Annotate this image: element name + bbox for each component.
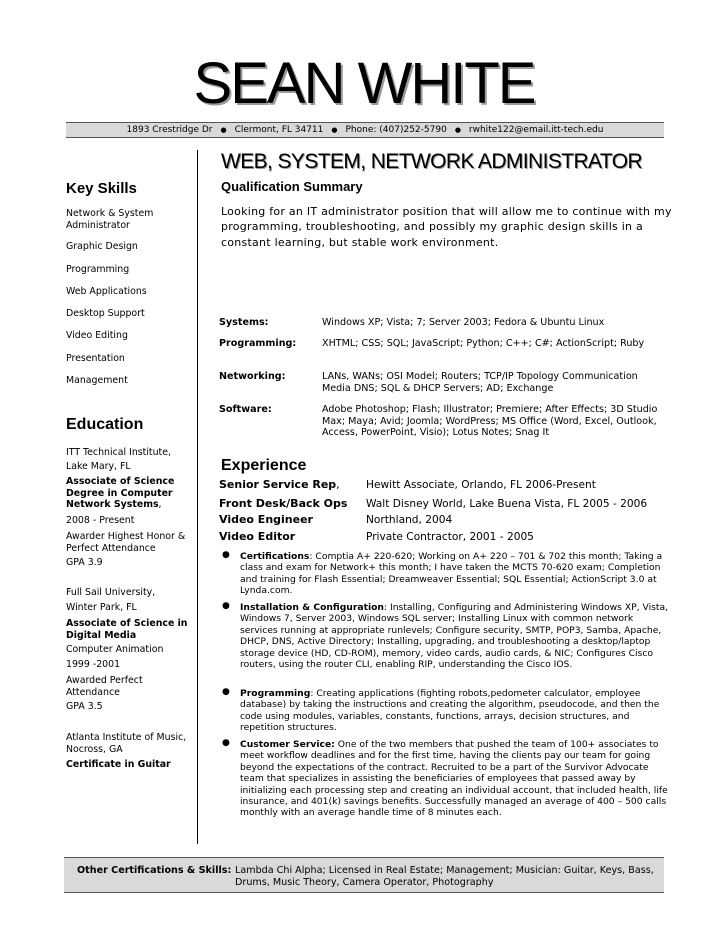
tech-label: Systems:	[219, 317, 269, 328]
exp-role: Video Engineer	[219, 513, 313, 526]
tech-label: Software:	[219, 404, 272, 415]
bullet-separator: ●	[454, 126, 461, 134]
bullet-separator: ●	[331, 126, 338, 134]
edu-school: ITT Technical Institute,	[66, 447, 171, 458]
column-divider	[197, 150, 198, 844]
skill-item: Management	[66, 375, 128, 386]
edu-certificate: Certificate in Guitar	[66, 759, 171, 770]
edu-honor: Awarded Perfect Attendance	[66, 675, 143, 698]
bullet-sep: :	[310, 688, 317, 699]
tech-value: Adobe Photoshop; Flash; Illustrator; Premiere; After Effects; 3D Studio Max; Maya; Avid; Joomla; WordPress; MS Office (Word, Excel, Outlook, Access, PowerPoint, Visio); Lotus Notes; Snag It	[322, 404, 658, 439]
bullet-installation	[240, 602, 672, 670]
edu-dates: 2008 - Present	[66, 515, 135, 526]
footer-bar	[64, 857, 664, 893]
edu-gpa: GPA 3.9	[66, 557, 103, 568]
bullet-dot: ●	[222, 550, 230, 560]
edu-school: Atlanta Institute of Music, Nocross, GA	[66, 732, 187, 755]
footer-text: Lambda Chi Alpha; Licensed in Real Estate; Management; Musician: Guitar, Keys, Bass, Drums, Music Theory, Camera Operator, Photography	[235, 865, 654, 888]
bullet-dot: ●	[222, 687, 230, 697]
education-heading: Education	[66, 416, 144, 433]
tech-value: LANs, WANs; OSI Model; Routers; TCP/IP Topology Communication Media DNS; SQL & DHCP Servers; AD; Exchange	[322, 371, 638, 394]
tech-label: Programming:	[219, 338, 297, 349]
bullet-sep: :	[383, 602, 390, 613]
bullet-title: Customer Service:	[240, 739, 335, 750]
edu-dates: 1999 -2001	[66, 659, 121, 670]
bullet-separator: ●	[220, 126, 227, 134]
edu-degree-name: Associate of Science Degree in Computer Network Systems	[66, 476, 175, 510]
skill-item: Video Editing	[66, 330, 128, 341]
skill-item: Graphic Design	[66, 241, 138, 252]
edu-location: Lake Mary, FL	[66, 461, 131, 472]
exp-company: Walt Disney World, Lake Buena Vista, FL 2005 - 2006	[366, 498, 648, 510]
bullet-dot: ●	[222, 601, 230, 611]
job-title: WEB, SYSTEM, NETWORK ADMINISTRATOR	[221, 150, 643, 173]
exp-role: Video Editor	[219, 530, 296, 543]
exp-company: Hewitt Associate, Orlando, FL 2006-Present	[366, 479, 596, 491]
contact-bar	[66, 122, 664, 138]
edu-school: Full Sail University,	[66, 587, 156, 598]
edu-degree	[66, 476, 192, 511]
skill-item: Network & System Administrator	[66, 208, 154, 231]
summary-text: Looking for an IT administrator position that will allow me to continue with my programming, troubleshooting, and possibly my graphic design skills in a constant learning, but stable work environment.	[221, 205, 672, 249]
email: rwhite122@email.itt-tech.edu	[468, 125, 604, 135]
bullet-text: Installing, Configuring and Administering Windows XP, Vista, Windows 7, Server 2003, Windows SQL server; Installing Linux with common network services running at appropriate runlevels; Configure security, SMTP, POP3, Samba, Apache, DHCP, DNS, Active Directory; Installing, upgrading, and troubleshooting a desktop/laptop storage device (HD, CD-ROM), memory, video cards, audio cards, & NIC; Configures Cisco routers, using the router CLI, enabling RIP, understanding the Cisco IOS.	[240, 602, 669, 671]
exp-role: Front Desk/Back Ops	[219, 497, 348, 510]
edu-degree-suffix: ,	[158, 499, 162, 510]
tech-value: Windows XP; Vista; 7; Server 2003; Fedora & Ubuntu Linux	[322, 317, 605, 328]
experience-heading: Experience	[221, 457, 307, 474]
bullet-text: Comptia A+ 220-620; Working on A+ 220 – 701 & 702 this month; Taking a class and exam for Network+ this month; I have taken the MCTS 70-620 exam; Completion and training for Flash Essential; Dreamweaver Essential; SQL Essential; ActionScript 3.0 at Lynda.com.	[240, 551, 663, 597]
address: 1893 Crestridge Dr	[126, 125, 213, 135]
edu-location: Winter Park, FL	[66, 602, 137, 613]
bullet-text: Creating applications (fighting robots,pedometer calculator, employee database) by taking the instructions and creating the algorithm, pseudocode, and then the code using modules, variables, constants, functions, arrays, decision structures, and repetition structures.	[240, 688, 660, 734]
bullet-title: Certifications	[240, 551, 310, 562]
bullet-title: Programming	[240, 688, 311, 699]
bullet-customer-service	[240, 739, 672, 819]
exp-role-name: Senior Service Rep	[219, 478, 337, 491]
city: Clermont, FL 34711	[234, 125, 324, 135]
tech-label: Networking:	[219, 371, 286, 382]
tech-value: XHTML; CSS; SQL; JavaScript; Python; C++; C#; ActionScript; Ruby	[322, 338, 645, 349]
edu-gpa: GPA 3.5	[66, 701, 103, 712]
edu-degree: Associate of Science in Digital Media	[66, 618, 188, 641]
skill-item: Web Applications	[66, 286, 147, 297]
bullet-title: Installation & Configuration	[240, 602, 384, 613]
skill-item: Presentation	[66, 353, 125, 364]
bullet-dot: ●	[222, 738, 230, 748]
exp-company: Private Contractor, 2001 - 2005	[366, 531, 534, 543]
exp-role	[219, 478, 340, 491]
bullet-sep: :	[309, 551, 316, 562]
skill-item: Desktop Support	[66, 308, 145, 319]
edu-honor: Awarder Highest Honor & Perfect Attendance	[66, 531, 186, 554]
key-skills-heading: Key Skills	[66, 180, 137, 197]
phone: Phone: (407)252-5790	[345, 125, 447, 135]
bullet-text: One of the two members that pushed the team of 100+ associates to meet workflow deadlines and for the first time, having the clients pay our team for going beyond the expectations of the contract. Recruited to be a part of the Survivor Advocate team that specializes in assisting the beneficiaries of employees that passed away by initializing each processing step and creating an individual account, that included health, life insurance, and 401(k) savings benefits. Successfully managed an average of 400 – 500 calls monthly with an average handle time of 8 minutes each.	[240, 739, 668, 819]
bullet-programming	[240, 688, 672, 734]
edu-field: Computer Animation	[66, 644, 164, 655]
resume-name: SEAN WHITE	[193, 51, 535, 116]
exp-role-suffix: ,	[336, 478, 340, 491]
bullet-certifications	[240, 551, 672, 597]
summary-heading: Qualification Summary	[221, 179, 363, 194]
skill-item: Programming	[66, 264, 130, 275]
footer-label: Other Certifications & Skills:	[77, 865, 232, 876]
exp-company: Northland, 2004	[366, 514, 453, 526]
